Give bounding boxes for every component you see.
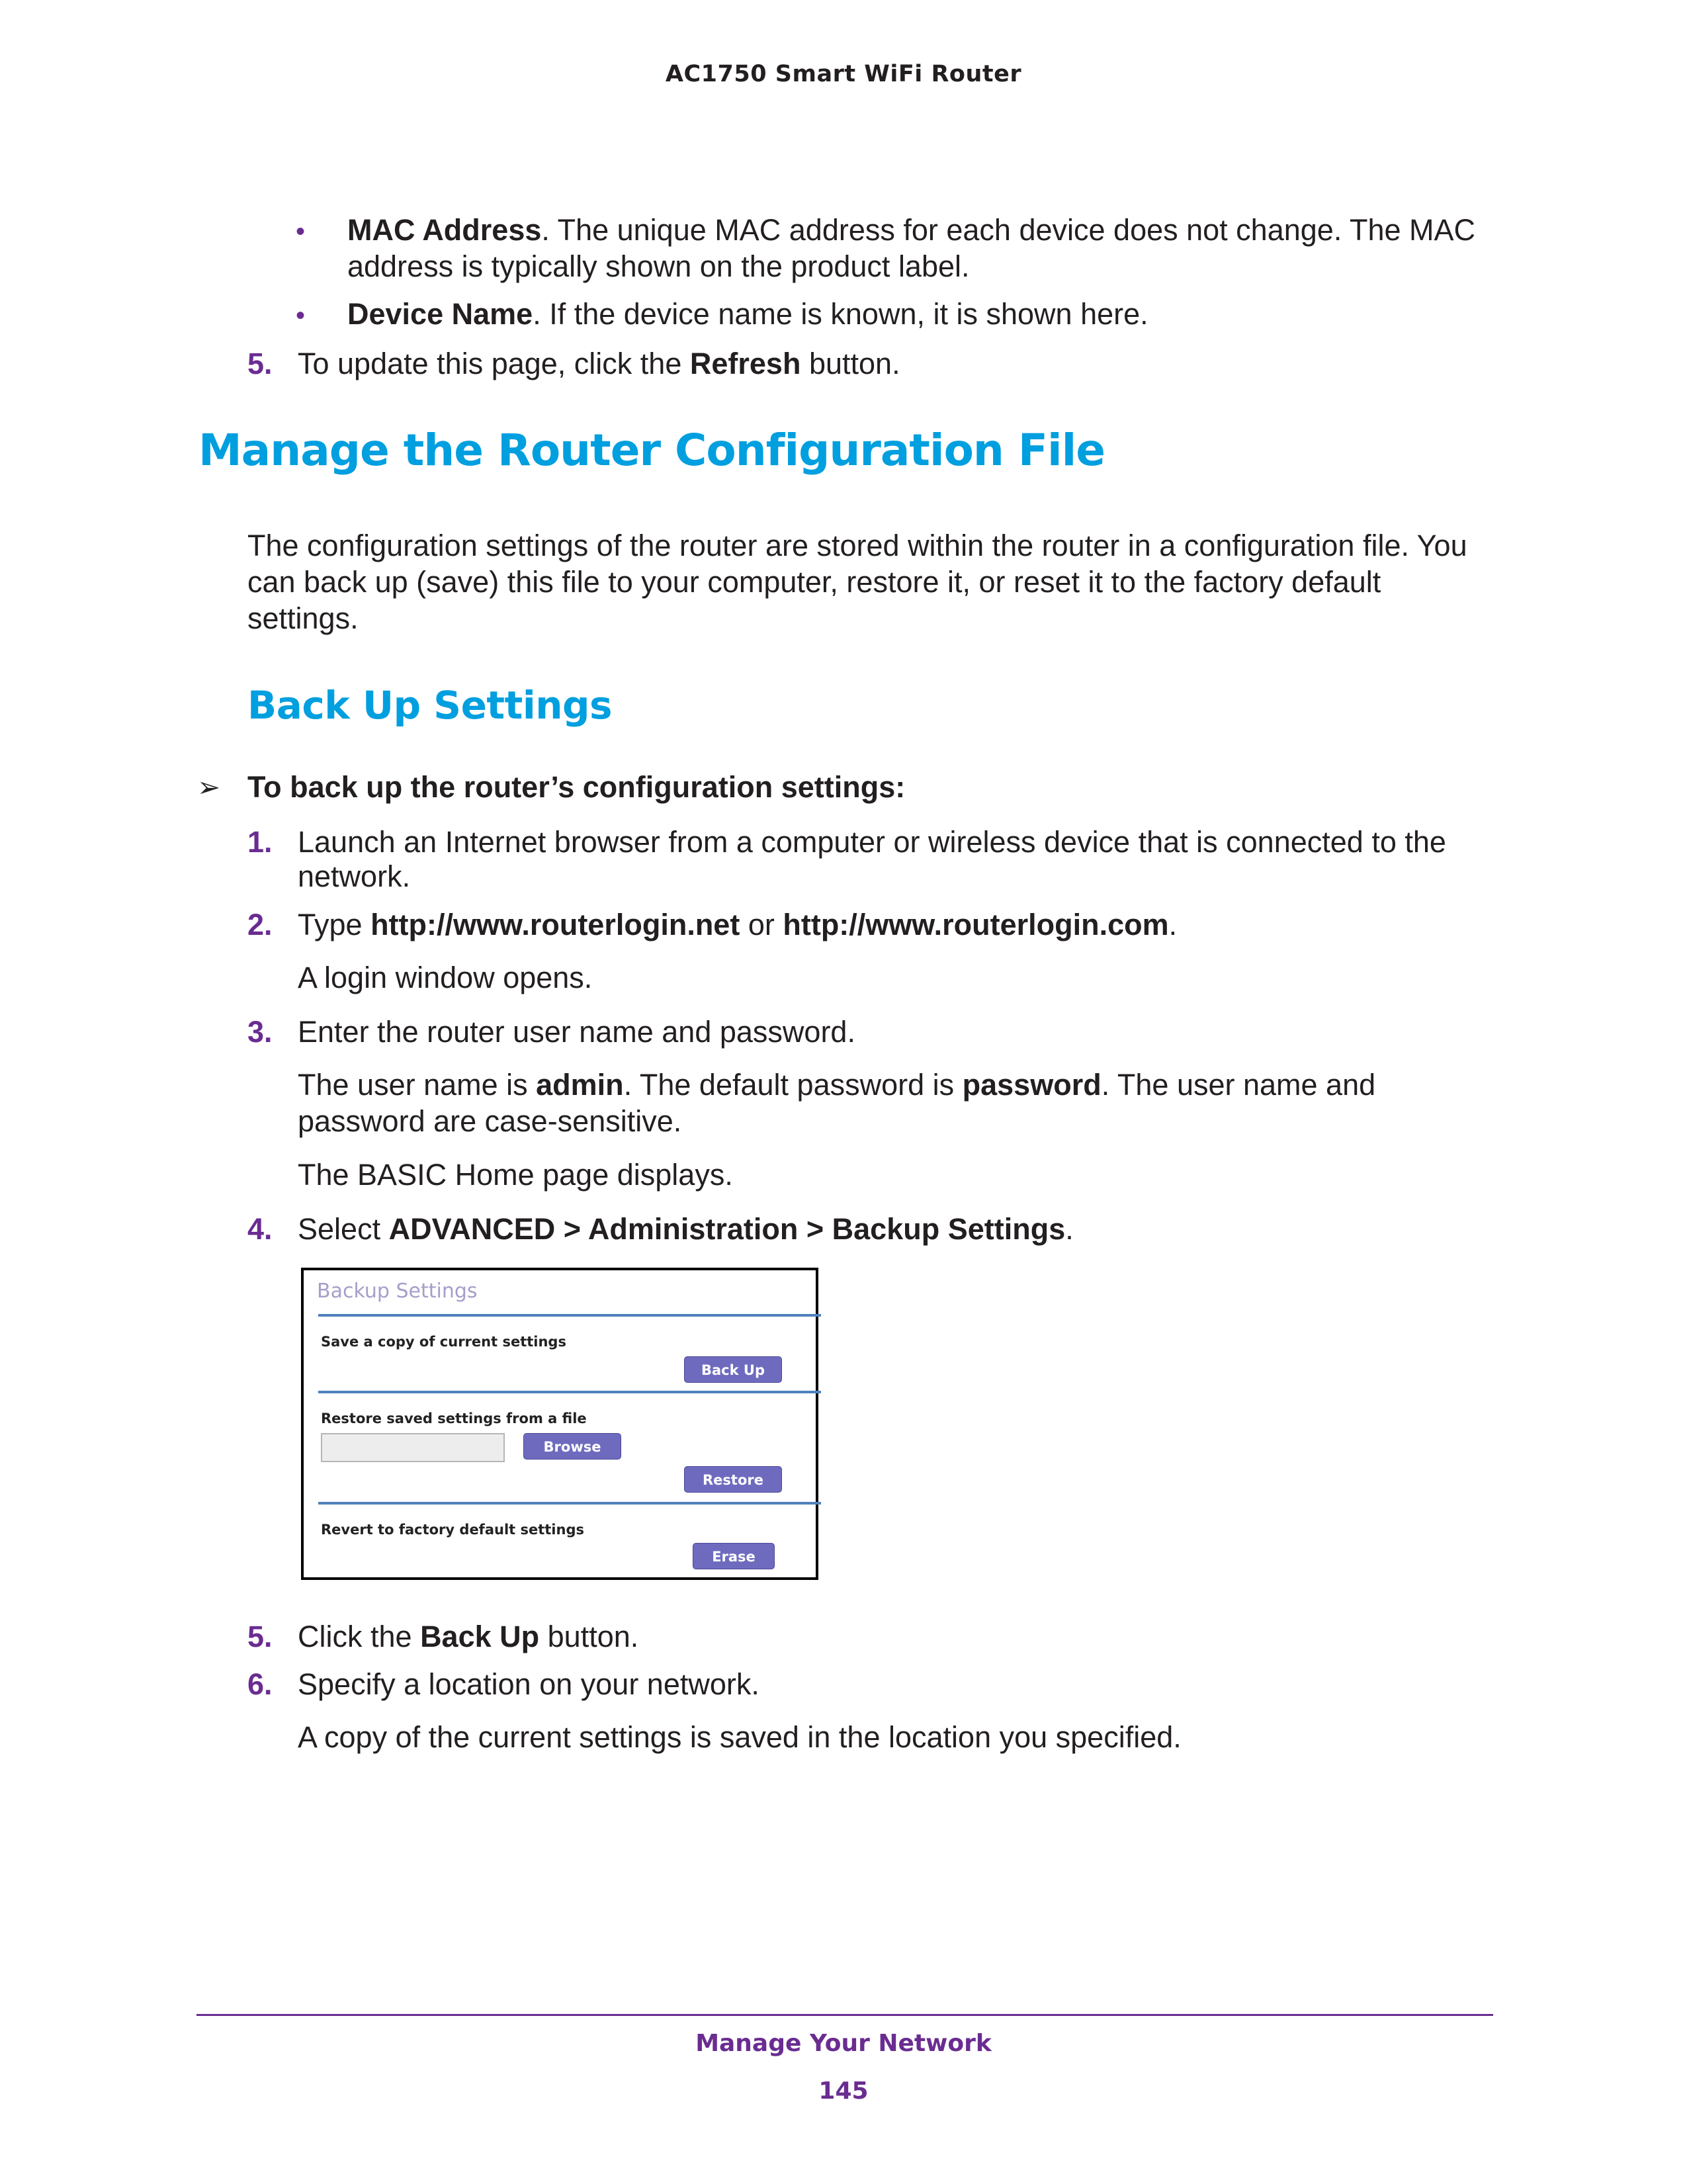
default-password: password <box>962 1068 1102 1102</box>
step-number: 6. <box>247 1667 273 1701</box>
bullet-term: MAC Address <box>347 213 542 247</box>
panel-divider <box>318 1314 821 1317</box>
bullet-text: . If the device name is known, it is shown here. <box>533 297 1148 331</box>
bullet-text-line2: address is typically shown on the product label. <box>347 249 970 283</box>
default-username: admin <box>536 1068 624 1102</box>
save-copy-label: Save a copy of current settings <box>321 1334 566 1350</box>
section-para-line3: settings. <box>247 601 359 635</box>
url-routerlogin-net[interactable]: http://www.routerlogin.net <box>370 908 740 941</box>
running-header: AC1750 Smart WiFi Router <box>665 61 1022 87</box>
step-number: 2. <box>247 908 273 941</box>
step-number: 5. <box>247 347 273 380</box>
step-text: To update this page, click the <box>298 347 690 380</box>
step-text: Click the <box>298 1620 421 1653</box>
bullet-device-name <box>347 296 1148 332</box>
back-up-button[interactable]: Back Up <box>684 1356 782 1383</box>
step-3: Enter the router user name and password. <box>298 1015 855 1049</box>
panel-divider <box>318 1391 821 1393</box>
footer-divider <box>196 2014 1493 2016</box>
section-title: Manage the Router Configuration File <box>198 425 1105 476</box>
step-text: or <box>740 908 783 941</box>
step-3-note <box>298 1067 1375 1103</box>
restore-file-input[interactable] <box>321 1433 505 1462</box>
subsection-title: Back Up Settings <box>247 683 613 728</box>
browse-button[interactable]: Browse <box>523 1433 621 1460</box>
step-text: Type <box>298 908 371 941</box>
menu-path: ADVANCED > Administration > Backup Settings <box>388 1212 1066 1246</box>
revert-label: Revert to factory default settings <box>321 1522 584 1538</box>
step-number: 5. <box>247 1620 273 1653</box>
procedure-arrow-icon: ➢ <box>197 771 221 803</box>
step-text: . The user name and <box>1101 1068 1376 1102</box>
bullet-text: . The unique MAC address for each device does not change. The MAC <box>541 213 1476 247</box>
step-6: Specify a location on your network. <box>298 1667 759 1701</box>
bullet-marker: • <box>296 217 306 246</box>
erase-button[interactable]: Erase <box>693 1543 775 1569</box>
step-2 <box>298 906 1177 943</box>
step-text: button. <box>800 347 900 380</box>
bullet-term: Device Name <box>347 297 533 331</box>
procedure-heading: To back up the router’s configuration settings: <box>247 770 906 804</box>
bullet-marker: • <box>296 301 306 330</box>
section-para-line2: can back up (save) this file to your computer, restore it, or reset it to the factory default <box>247 565 1381 599</box>
step-3-note2: The BASIC Home page displays. <box>298 1158 733 1192</box>
url-routerlogin-com[interactable]: http://www.routerlogin.com <box>783 908 1169 941</box>
step-3-note-line2: password are case-sensitive. <box>298 1104 682 1138</box>
step-5 <box>298 1618 638 1655</box>
step-text: Select <box>298 1212 389 1246</box>
step-text: . <box>1168 908 1178 941</box>
step-text: . <box>1065 1212 1074 1246</box>
step-refresh <box>298 345 900 382</box>
page-number: 145 <box>818 2077 869 2105</box>
section-para-line1: The configuration settings of the router are stored within the router in a configuration file. You <box>247 529 1467 562</box>
step-4 <box>298 1211 1074 1247</box>
step-bold: Back Up <box>420 1620 540 1653</box>
footer-chapter-title: Manage Your Network <box>695 2030 992 2057</box>
step-number: 3. <box>247 1015 273 1049</box>
step-6-note: A copy of the current settings is saved in the location you specified. <box>298 1720 1182 1754</box>
step-2-note: A login window opens. <box>298 961 593 994</box>
restore-button[interactable]: Restore <box>684 1466 782 1493</box>
panel-divider <box>318 1502 821 1505</box>
step-1-line1: Launch an Internet browser from a computer or wireless device that is connected to the <box>298 825 1446 859</box>
step-number: 1. <box>247 825 273 859</box>
step-bold: Refresh <box>689 347 801 380</box>
step-text: . The default password is <box>623 1068 963 1102</box>
step-text: button. <box>539 1620 639 1653</box>
step-1-line2: network. <box>298 859 411 893</box>
restore-label: Restore saved settings from a file <box>321 1411 587 1426</box>
step-number: 4. <box>247 1212 273 1246</box>
step-text: The user name is <box>298 1068 537 1102</box>
backup-settings-panel <box>301 1268 818 1580</box>
panel-title: Backup Settings <box>317 1280 478 1303</box>
bullet-mac-address <box>347 212 1512 248</box>
